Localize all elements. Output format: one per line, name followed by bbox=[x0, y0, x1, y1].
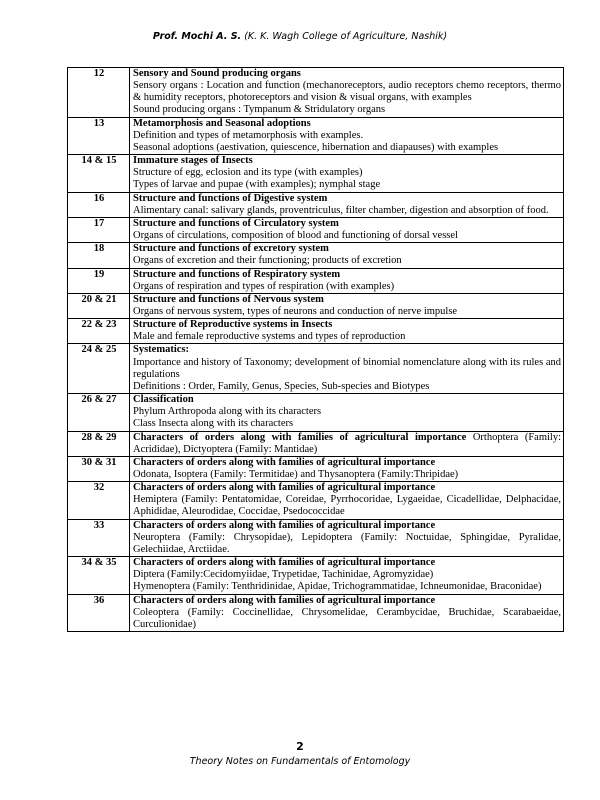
lecture-content bbox=[130, 192, 564, 217]
table-row bbox=[68, 482, 564, 519]
lecture-content bbox=[130, 243, 564, 268]
lecture-content bbox=[130, 319, 564, 344]
lecture-heading bbox=[133, 394, 561, 406]
lecture-detail-line: Sound producing organs : Tympanum & Stridulatory organs bbox=[133, 104, 386, 116]
lecture-detail-line: Phylum Arthropoda along with its characters bbox=[133, 406, 322, 418]
lecture-title: Structure and functions of Circulatory system bbox=[133, 217, 339, 229]
lecture-heading bbox=[133, 218, 561, 230]
table-row bbox=[68, 557, 564, 594]
lecture-detail-line: Hymenoptera (Family: Tenthridinidae, Apidae, Trichogrammatidae, Ichneumonidae, Braconidae) bbox=[133, 581, 542, 593]
lecture-title: Structure and functions of Digestive system bbox=[133, 192, 328, 204]
lecture-heading bbox=[133, 595, 561, 607]
lecture-title-suffix: Orthoptera (Family: Acrididae), Dictyoptera (Family: Mantidae) bbox=[133, 431, 561, 455]
lecture-detail-line: Odonata, Isoptera (Family: Termitidae) and Thysanoptera (Family:Thripidae) bbox=[133, 469, 459, 480]
lecture-content bbox=[130, 344, 564, 394]
lecture-number: 34 & 35 bbox=[68, 557, 130, 594]
lecture-heading bbox=[133, 294, 561, 306]
lecture-number: 20 & 21 bbox=[68, 293, 130, 318]
lecture-title: Immature stages of Insects bbox=[133, 155, 253, 167]
lecture-heading bbox=[133, 557, 561, 569]
header-affiliation: (K. K. Wagh College of Agriculture, Nashik) bbox=[244, 31, 448, 42]
table-row bbox=[68, 344, 564, 394]
lesson-plan-body bbox=[68, 68, 564, 632]
lecture-detail-line: Importance and history of Taxonomy; development of binomial nomenclature along with its rules and regulations bbox=[133, 356, 561, 380]
lecture-heading bbox=[133, 344, 561, 356]
lecture-title: Structure and functions of Respiratory system bbox=[133, 268, 341, 280]
lecture-number: 28 & 29 bbox=[68, 431, 130, 456]
lecture-number: 16 bbox=[68, 192, 130, 217]
lecture-heading bbox=[133, 269, 561, 281]
lecture-title: Systematics: bbox=[133, 344, 189, 356]
lecture-content bbox=[130, 155, 564, 192]
lecture-content bbox=[130, 482, 564, 519]
lecture-number: 36 bbox=[68, 594, 130, 631]
lecture-number: 26 & 27 bbox=[68, 394, 130, 431]
lecture-detail-line: Organs of circulations, composition of blood and functioning of dorsal vessel bbox=[133, 230, 458, 242]
lecture-number: 18 bbox=[68, 243, 130, 268]
lecture-content bbox=[130, 293, 564, 318]
table-row bbox=[68, 68, 564, 118]
lecture-number: 33 bbox=[68, 519, 130, 556]
lecture-content bbox=[130, 217, 564, 242]
table-row bbox=[68, 268, 564, 293]
table-row bbox=[68, 192, 564, 217]
lecture-content bbox=[130, 519, 564, 556]
lecture-number: 24 & 25 bbox=[68, 344, 130, 394]
table-row bbox=[68, 117, 564, 154]
lecture-number: 13 bbox=[68, 117, 130, 154]
lecture-number: 19 bbox=[68, 268, 130, 293]
table-row bbox=[68, 594, 564, 631]
lecture-detail-line: Seasonal adoptions (aestivation, quiescence, hibernation and diapauses) with examples bbox=[133, 141, 499, 153]
lecture-title: Characters of orders along with families of agricultural importance bbox=[133, 519, 436, 531]
lecture-detail-line: Types of larvae and pupae (with examples); nymphal stage bbox=[133, 179, 381, 191]
lecture-title: Sensory and Sound producing organs bbox=[133, 68, 301, 79]
table-row bbox=[68, 431, 564, 456]
lecture-detail-line: Hemiptera (Family: Pentatomidae, Coreidae, Pyrrhocoridae, Lygaeidae, Cicadellidae, Delphacidae, Aphididae, Aleurodidae, Coccidae, Psedococcidae bbox=[133, 494, 561, 518]
lecture-heading bbox=[133, 155, 561, 167]
lecture-heading bbox=[133, 243, 561, 255]
lecture-detail-line: Definition and types of metamorphosis with examples. bbox=[133, 129, 364, 141]
lecture-heading bbox=[133, 319, 561, 331]
lecture-detail-line: Alimentary canal: salivary glands, proventriculus, filter chamber, digestion and absorption of food. bbox=[133, 204, 549, 216]
lecture-title: Structure of Reproductive systems in Insects bbox=[133, 319, 333, 331]
table-row bbox=[68, 319, 564, 344]
lecture-number: 14 & 15 bbox=[68, 155, 130, 192]
lecture-detail-line: Organs of nervous system, types of neurons and conduction of nerve impulse bbox=[133, 305, 458, 317]
lecture-title: Metamorphosis and Seasonal adoptions bbox=[133, 117, 311, 129]
lecture-detail-line: Organs of respiration and types of respiration (with examples) bbox=[133, 280, 395, 292]
table-row bbox=[68, 394, 564, 431]
lecture-detail-line: Sensory organs : Location and function (mechanoreceptors, audio receptors chemo receptors, thermo & humidity receptors, photoreceptors and vision & visual organs, with examples bbox=[133, 80, 561, 104]
lecture-heading bbox=[133, 482, 561, 494]
lecture-detail-line: Diptera (Family:Cecidomyiidae, Trypetidae, Tachinidae, Agromyzidae) bbox=[133, 569, 434, 581]
table-row bbox=[68, 456, 564, 481]
lecture-title: Characters of orders along with families of agricultural importance bbox=[133, 431, 467, 443]
lecture-content bbox=[130, 594, 564, 631]
lecture-detail-line: Class Insecta along with its characters bbox=[133, 418, 294, 430]
table-row bbox=[68, 217, 564, 242]
lecture-number: 12 bbox=[68, 68, 130, 118]
lecture-title: Structure and functions of Nervous system bbox=[133, 293, 324, 305]
lecture-content bbox=[130, 117, 564, 154]
lecture-content bbox=[130, 394, 564, 431]
page-footer-title: Theory Notes on Fundamentals of Entomology bbox=[189, 756, 411, 767]
lecture-title: Classification bbox=[133, 394, 194, 406]
header-author: Prof. Mochi A. S. bbox=[152, 31, 242, 42]
lecture-detail-line: Organs of excretion and their functioning; products of excretion bbox=[133, 255, 402, 267]
lecture-detail-line: Definitions : Order, Family, Genus, Species, Sub-species and Biotypes bbox=[133, 380, 430, 392]
lecture-content bbox=[130, 456, 564, 481]
lecture-content bbox=[130, 557, 564, 594]
lecture-detail-line: Coleoptera (Family: Coccinellidae, Chrysomelidae, Cerambycidae, Bruchidae, Scarabaeidae, Curculionidae) bbox=[133, 606, 561, 630]
lecture-heading bbox=[133, 520, 561, 532]
lecture-number: 30 & 31 bbox=[68, 456, 130, 481]
table-row bbox=[68, 243, 564, 268]
lecture-title: Characters of orders along with families of agricultural importance bbox=[133, 557, 436, 569]
lecture-content bbox=[130, 431, 564, 456]
lecture-content bbox=[130, 68, 564, 118]
lesson-plan-table bbox=[67, 67, 564, 632]
lecture-number: 22 & 23 bbox=[68, 319, 130, 344]
lecture-heading bbox=[133, 457, 561, 469]
lecture-title: Characters of orders along with families of agricultural importance bbox=[133, 456, 436, 468]
lecture-number: 17 bbox=[68, 217, 130, 242]
lecture-heading bbox=[133, 118, 561, 130]
table-row bbox=[68, 155, 564, 192]
lecture-heading bbox=[133, 432, 561, 456]
lecture-title: Structure and functions of excretory system bbox=[133, 243, 329, 255]
lecture-detail-line: Structure of egg, eclosion and its type (with examples) bbox=[133, 167, 363, 179]
lecture-heading bbox=[133, 68, 561, 80]
lecture-number: 32 bbox=[68, 482, 130, 519]
lecture-title: Characters of orders along with families of agricultural importance bbox=[133, 482, 436, 494]
lecture-detail-line: Male and female reproductive systems and types of reproduction bbox=[133, 331, 406, 343]
lecture-title: Characters of orders along with families of agricultural importance bbox=[133, 594, 436, 606]
lecture-content bbox=[130, 268, 564, 293]
page-header bbox=[0, 31, 600, 42]
table-row bbox=[68, 293, 564, 318]
lecture-heading bbox=[133, 193, 561, 205]
lecture-detail-line: Neuroptera (Family: Chrysopidae), Lepidoptera (Family: Noctuidae, Sphingidae, Pyralidae, Gelechiidae, Arctiidae. bbox=[133, 531, 561, 555]
table-row bbox=[68, 519, 564, 556]
page-number: 2 bbox=[296, 740, 304, 753]
